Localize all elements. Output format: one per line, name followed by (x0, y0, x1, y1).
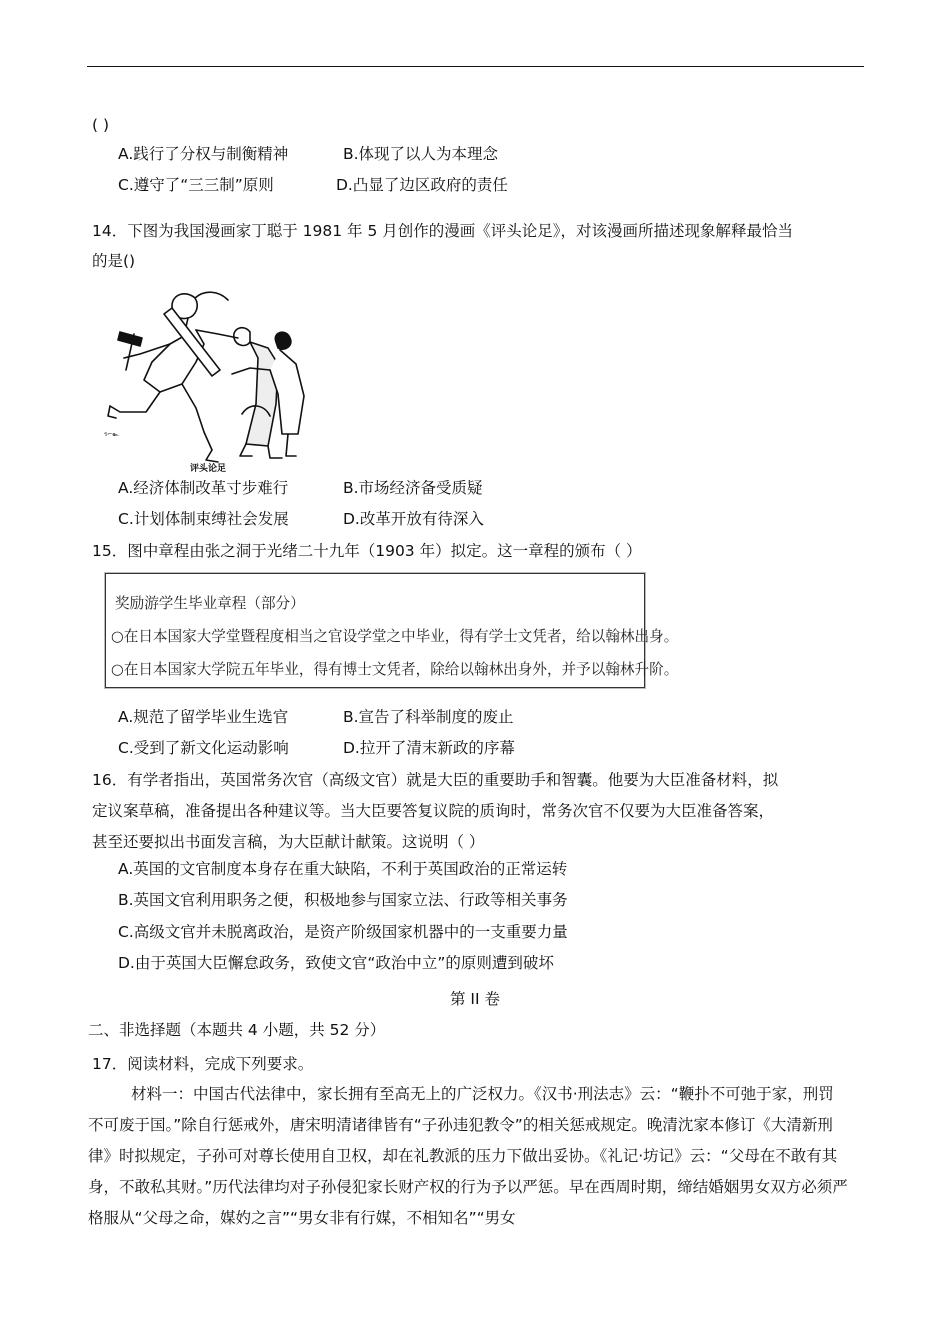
q16-stem-line1: 16．有学者指出，英国常务次官（高级文官）就是大臣的重要助手和智囊。他要为大臣准备材料，拟 (92, 771, 779, 789)
cartoon-caption: 评头论足 (190, 464, 227, 474)
cartoon-image (100, 284, 315, 474)
regulation-title: 奖励游学生毕业章程（部分） (115, 595, 305, 612)
q16-option-a[interactable]: A.英国的文官制度本身存在重大缺陷，不利于英国政治的正常运转 (118, 860, 568, 878)
q15-option-d[interactable]: D.拉开了清末新政的序幕 (343, 739, 515, 757)
q16-option-c[interactable]: C.高级文官并未脱离政治，是资产阶级国家机器中的一支重要力量 (118, 923, 568, 941)
q17-material-1: 材料一：中国古代法律中，家长拥有至高无上的广泛权力。《汉书·刑法志》云：“鞭扑不可弛于家，刑罚不可废于国。”除自行惩戒外，唐宋明清诸律皆有“子孙违犯教令”的相关惩戒规定。晚清沈家本修订《大清新刑律》时拟规定，子孙可对尊长使用自卫权，却在礼教派的压力下做出妥协。《礼记·坊记》云：“父母在不敢有其身，不敢私其财。”历代法律均对子孙侵犯家长财产权的行为予以严惩。早在西周时期，缔结婚姻男女双方必须严格服从“父母之命，媒妁之言”“男女非有行媒，不相知名”“男女 (88, 1085, 848, 1227)
q14-option-d[interactable]: D.改革开放有待深入 (343, 510, 484, 528)
q13-option-a[interactable]: A.践行了分权与制衡精神 (118, 145, 289, 163)
q14-stem-line1: 14．下图为我国漫画家丁聪于 1981 年 5 月创作的漫画《评头论足》，对该漫画所描述现象解释最恰当 (92, 222, 793, 240)
q16-option-b[interactable]: B.英国文官利用职务之便，积极地参与国家立法、行政等相关事务 (118, 891, 568, 909)
q14-option-c[interactable]: C.计划体制束缚社会发展 (118, 510, 289, 528)
q15-option-b[interactable]: B.宣告了科举制度的废止 (343, 708, 514, 726)
q16-stem-line2: 定议案草稿，准备提出各种建议等。当大臣要答复议院的质询时，常务次官不仅要为大臣准备答案， (92, 802, 775, 820)
q15-option-a[interactable]: A.规范了留学毕业生选官 (118, 708, 289, 726)
q17-stem: 17．阅读材料，完成下列要求。 (92, 1055, 314, 1073)
part2-heading: 二、非选择题（本题共 4 小题，共 52 分） (88, 1021, 386, 1039)
q14-option-a[interactable]: A.经济体制改革寸步难行 (118, 479, 289, 497)
q15-option-c[interactable]: C.受到了新文化运动影响 (118, 739, 289, 757)
header-rule (87, 66, 864, 67)
regulation-line-2: ○在日本国家大学院五年毕业，得有博士文凭者，除给以翰林出身外，并予以翰林升阶。 (111, 661, 679, 678)
q16-option-d[interactable]: D.由于英国大臣懈怠政务，致使文官“政治中立”的原则遭到破坏 (118, 954, 554, 972)
q14-option-b[interactable]: B.市场经济备受质疑 (343, 479, 483, 497)
q13-option-d[interactable]: D.凸显了边区政府的责任 (336, 176, 508, 194)
q16-stem-line3: 甚至还要拟出书面发言稿，为大臣献计献策。这说明（ ） (92, 833, 485, 851)
regulation-line-1: ○在日本国家大学堂暨程度相当之官设学堂之中毕业，得有学士文凭者，给以翰林出身。 (111, 628, 679, 645)
volume-title: 第 II 卷 (450, 990, 500, 1008)
q15-stem: 15．图中章程由张之洞于光绪二十九年（1903 年）拟定。这一章程的颁布（ ） (92, 542, 642, 560)
q14-stem-line2: 的是() (92, 252, 136, 270)
q13-answer-paren: ( ) (92, 116, 110, 134)
q13-option-b[interactable]: B.体现了以人为本理念 (343, 145, 499, 163)
svg-text:ร⌐๛: ร⌐๛ (104, 431, 120, 438)
regulation-box (105, 573, 679, 688)
q13-option-c[interactable]: C.遵守了“三三制”原则 (118, 176, 274, 194)
